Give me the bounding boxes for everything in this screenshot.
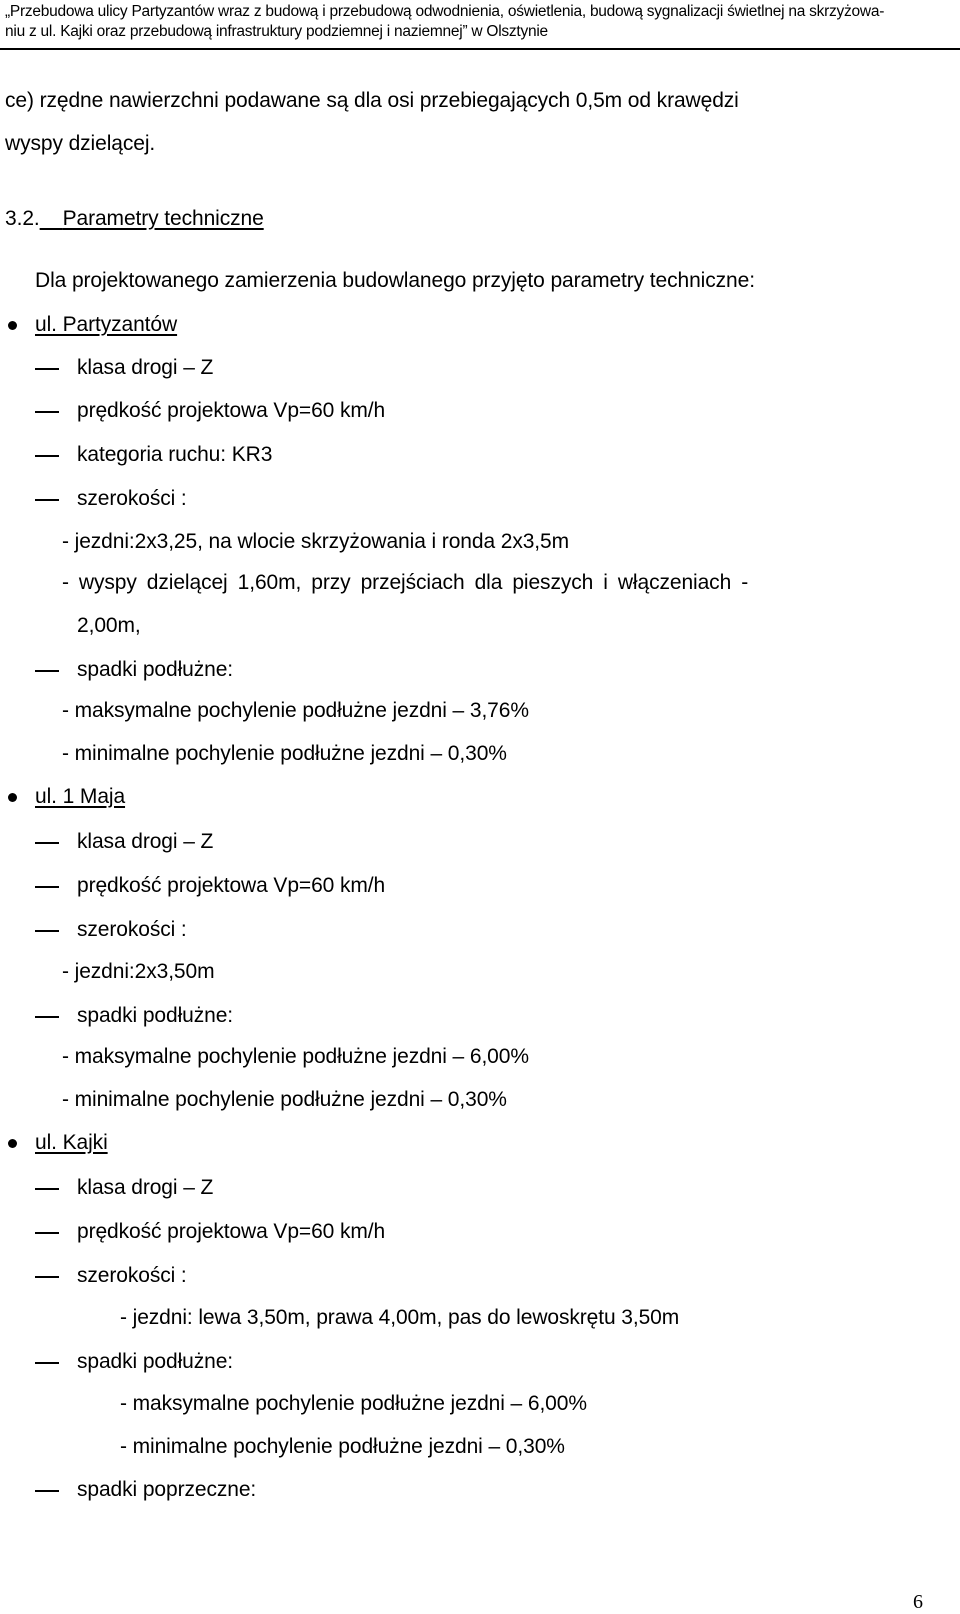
param-szerokosci-label: szerokości :: [77, 1264, 187, 1287]
dash-icon: [35, 1276, 59, 1278]
param-predkosc: prędkość projektowa Vp=60 km/h: [77, 874, 386, 897]
section-title: Parametry techniczne: [62, 207, 264, 230]
running-header: [5, 2, 955, 42]
header-line-2: niu z ul. Kajki oraz przebudową infrastruktury podziemnej i naziemnej” w Olsztynie: [5, 23, 548, 40]
param-szerokosci-item-cont: 2,00m,: [77, 614, 141, 637]
dash-icon: [35, 1490, 59, 1492]
street-name: ul. 1 Maja: [35, 785, 126, 808]
dash-icon: [35, 670, 59, 672]
dash-icon: [35, 1188, 59, 1190]
param-klasa: klasa drogi – Z: [77, 1176, 214, 1199]
param-klasa: klasa drogi – Z: [77, 830, 214, 853]
dash-icon: [35, 930, 59, 932]
param-szerokosci-item: - jezdni:2x3,50m: [62, 960, 215, 983]
section-heading: [5, 206, 264, 232]
bullet-icon: [8, 793, 17, 802]
dash-icon: [35, 1362, 59, 1364]
param-spadki-label: spadki podłużne:: [77, 1004, 234, 1027]
dash-icon: [35, 455, 59, 457]
dash-icon: [35, 1232, 59, 1234]
param-spadki-item: - maksymalne pochylenie podłużne jezdni – 6,00%: [120, 1392, 587, 1415]
dash-icon: [35, 1016, 59, 1018]
section-number: 3.2.: [5, 207, 40, 230]
dash-icon: [35, 411, 59, 413]
param-spadki-item: - minimalne pochylenie podłużne jezdni – 0,30%: [62, 1088, 507, 1111]
bullet-icon: [8, 321, 17, 330]
param-szerokosci-item: - jezdni:2x3,25, na wlocie skrzyżowania i ronda 2x3,5m: [62, 530, 570, 553]
street-name: ul. Partyzantów: [35, 313, 178, 336]
param-kategoria: kategoria ruchu: KR3: [77, 443, 273, 466]
param-predkosc: prędkość projektowa Vp=60 km/h: [77, 1220, 386, 1243]
param-szerokosci-label: szerokości :: [77, 487, 187, 510]
param-spadki-item: - minimalne pochylenie podłużne jezdni – 0,30%: [120, 1435, 565, 1458]
street-name: ul. Kajki: [35, 1131, 108, 1154]
dash-icon: [35, 499, 59, 501]
param-spadki-label: spadki podłużne:: [77, 1350, 234, 1373]
param-spadki-poprzeczne-label: spadki poprzeczne:: [77, 1478, 257, 1501]
param-spadki-item: - maksymalne pochylenie podłużne jezdni – 3,76%: [62, 699, 529, 722]
param-klasa: klasa drogi – Z: [77, 356, 214, 379]
intro-line-1: ce) rzędne nawierzchni podawane są dla osi przebiegających 0,5m od krawędzi: [5, 89, 739, 112]
param-spadki-item: - minimalne pochylenie podłużne jezdni – 0,30%: [62, 742, 507, 765]
bullet-icon: [8, 1139, 17, 1148]
param-szerokosci-label: szerokości :: [77, 918, 187, 941]
param-spadki-label: spadki podłużne:: [77, 658, 234, 681]
section-title-spacer: [40, 207, 63, 230]
header-line-1: „Przebudowa ulicy Partyzantów wraz z budową i przebudową odwodnienia, oświetlenia, budową sygnalizacji świetlnej na skrzyżowa-: [5, 3, 885, 20]
param-spadki-item: - maksymalne pochylenie podłużne jezdni – 6,00%: [62, 1045, 529, 1068]
dash-icon: [35, 886, 59, 888]
param-szerokosci-item: - wyspy dzielącej 1,60m, przy przejściach dla pieszych i włączeniach -: [62, 571, 749, 594]
dash-icon: [35, 842, 59, 844]
page-number: 6: [913, 1591, 923, 1613]
param-szerokosci-item: - jezdni: lewa 3,50m, prawa 4,00m, pas do lewoskrętu 3,50m: [120, 1306, 680, 1329]
section-lead: Dla projektowanego zamierzenia budowlanego przyjęto parametry techniczne:: [35, 269, 755, 292]
intro-line-2: wyspy dzielącej.: [5, 132, 156, 155]
param-predkosc: prędkość projektowa Vp=60 km/h: [77, 399, 386, 422]
dash-icon: [35, 368, 59, 370]
header-rule: [0, 48, 960, 50]
